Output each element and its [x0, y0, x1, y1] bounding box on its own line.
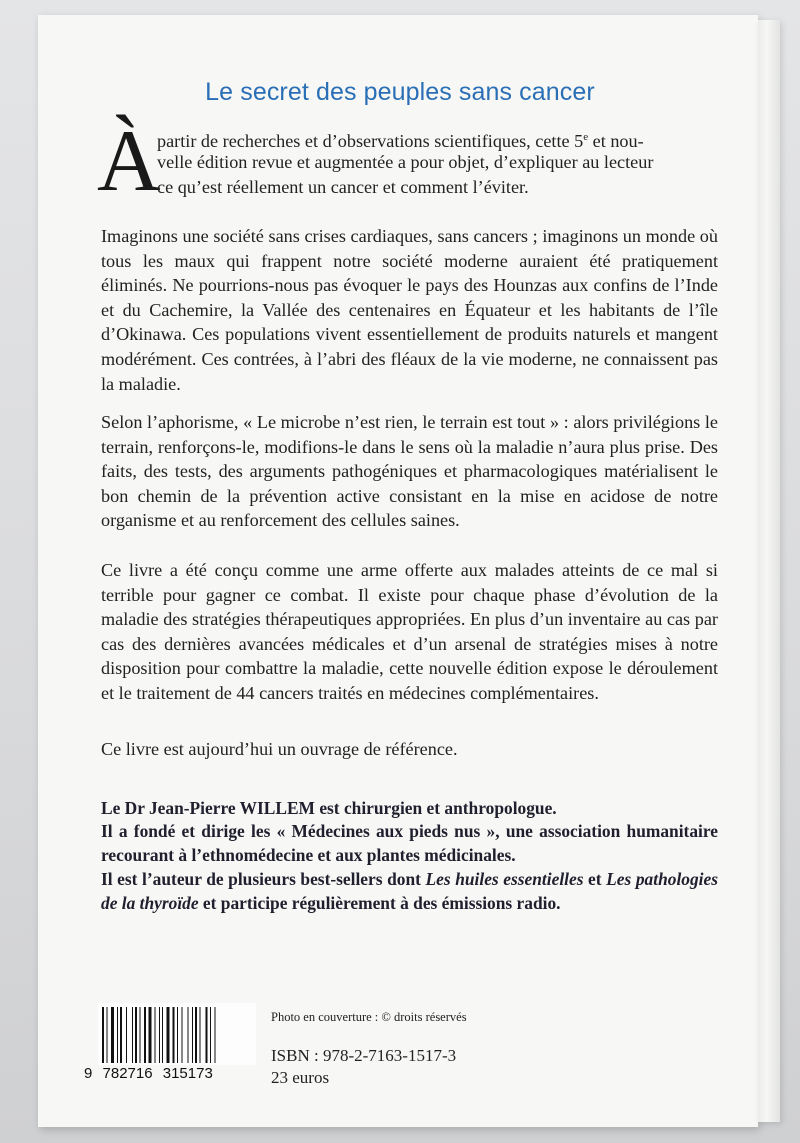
- price: 23 euros: [271, 1068, 330, 1087]
- barcode-bars: [102, 1007, 252, 1063]
- intro-line-2: velle édition revue et augmentée a pour objet, d’expliquer au lecteur: [157, 152, 654, 172]
- author-bio-line-1: Le Dr Jean-Pierre WILLEM est chirurgien et anthropologue.: [101, 798, 557, 818]
- photo-credit: Photo en couverture : © droits réservés: [271, 1010, 467, 1024]
- book-title-1: Les huiles essentielles: [425, 869, 584, 889]
- bio-suffix: et participe régulièrement à des émissions radio.: [198, 892, 561, 913]
- bio-prefix: Il est l’auteur de plusieurs best-sellers dont: [101, 869, 426, 889]
- drop-cap-letter: À: [97, 113, 161, 210]
- barcode-number: 9 782716 315173: [84, 1065, 213, 1082]
- paragraph-2: Selon l’aphorisme, « Le microbe n’est rien, le terrain est tout » : alors privilégions le terrain, renforçons-le, modifions-le dans le sens où la maladie n’aura plus prise. Des faits, des tests, des arguments pathogéniques et pharmacologiques matérialisent le bon chemin de la prévention active consistant en la mise en acidose de notre organisme et au renforcement des cellules saines.: [101, 412, 718, 531]
- paragraph-3: Ce livre a été conçu comme une arme offerte aux malades atteints de ce mal si terrible pour gagner ce combat. Il existe pour chaque phase d’évolution de la maladie des stratégies thérapeutiques appropriées. En plus d’un inventaire au cas par cas des dernières avancées médicales et d’un arsenal de stratégies mises à notre disposition pour combattre la maladie, cette nouvelle édition expose le déroulement et le traitement de 44 cancers traités en médecines complémentaires.: [101, 560, 718, 703]
- isbn: ISBN : 978-2-7163-1517-3: [271, 1046, 457, 1065]
- author-bio-line-2: Il a fondé et dirige les « Médecines aux pieds nus », une association humanitaire recourant à l’ethnomédecine et aux plantes médicinales.: [101, 821, 718, 865]
- author-bio-line-3: [101, 868, 718, 915]
- bio-middle: et: [583, 869, 607, 889]
- book-title-2: Les pathologies de la thyroïde: [101, 869, 718, 913]
- intro-line-1: partir de recherches et d’observations scientifiques, cette 5e et nou-: [157, 131, 644, 152]
- paragraph-1: Imaginons une société sans crises cardiaques, sans cancers ; imaginons un monde où tous les maux qui frappent notre société moderne auraient été pratiquement éliminés. Ne pourrions-nous pas évoquer le pays des Hounzas aux confins de l’Inde et du Cachemire, la Vallée des centenaires en Équateur et les habitants de l’île d’Okinawa. Ces populations vivent essentiellement de produits naturels et mangent modérément. Ces contrées, à l’abri des fléaux de la vie moderne, ne connaissent pas la maladie.: [101, 226, 718, 394]
- book-page-edge: [758, 20, 780, 1122]
- intro-line-3: ce qu’est réellement un cancer et comment l’éviter.: [157, 177, 529, 197]
- barcode: [98, 1003, 256, 1065]
- back-cover-title: Le secret des peuples sans cancer: [205, 78, 595, 106]
- paragraph-4: Ce livre est aujourd’hui un ouvrage de référence.: [101, 739, 458, 759]
